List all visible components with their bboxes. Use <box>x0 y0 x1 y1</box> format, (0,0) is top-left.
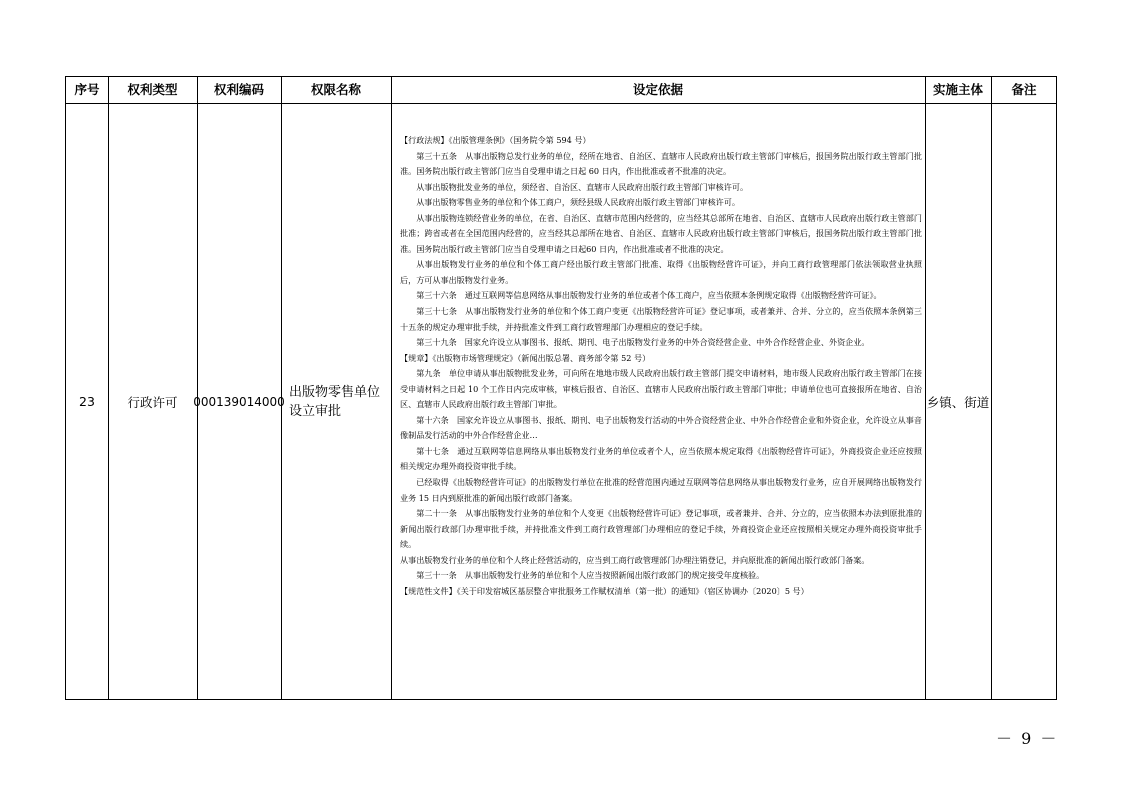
header-subject: 实施主体 <box>932 82 983 97</box>
basis-paragraph: 第三十六条 通过互联网等信息网络从事出版物发行业务的单位或者个体工商户，应当依照本条例规定取得《出版物经营许可证》。 <box>416 290 882 301</box>
basis-paragraph: 【规章】《出版物市场管理规定》（新闻出版总署、商务部令第 52 号） <box>400 352 651 363</box>
header-right-code: 权利编码 <box>213 82 264 97</box>
header-right-name: 权限名称 <box>310 82 361 97</box>
header-basis: 设定依据 <box>632 82 683 97</box>
basis-paragraph: 【规范性文件】《关于印发宿城区基层整合审批服务工作赋权清单（第一批）的通知》（宿区协调办〔2020〕5 号） <box>400 585 809 596</box>
cell-right-name: 出版物零售单位设立审批 <box>289 384 381 419</box>
page-number: － 9 － <box>996 729 1059 748</box>
basis-paragraph: 从事出版物零售业务的单位和个体工商户，须经县级人民政府出版行政主管部门审核许可。 <box>416 197 740 208</box>
header-no: 序号 <box>74 82 100 97</box>
cell-remark <box>991 104 1057 699</box>
basis-paragraph: 从事出版物发行业务的单位和个体工商户经出版行政主管部门批准、取得《出版物经营许可证》，并向工商行政管理部门依法领取营业执照后，方可从事出版物发行业务。 <box>400 259 922 285</box>
rights-table <box>65 76 1057 700</box>
header-remark: 备注 <box>1011 82 1037 97</box>
cell-subject: 乡镇、街道 <box>926 394 990 410</box>
column-divider <box>391 77 392 699</box>
basis-paragraph: 已经取得《出版物经营许可证》的出版物发行单位在批准的经营范围内通过互联网等信息网络从事出版物发行业务，应自开展网络出版物发行业务 15 日内到原批准的新闻出版行政部门备案。 <box>400 477 922 503</box>
basis-paragraph: 第十七条 通过互联网等信息网络从事出版物发行业务的单位或者个人，应当依照本规定取得《出版物经营许可证》，外商投资企业还应按照相关规定办理外商投资审批手续。 <box>400 445 922 472</box>
basis-paragraph: 从事出版物批发业务的单位，须经省、自治区、直辖市人民政府出版行政主管部门审核许可。 <box>416 181 749 192</box>
cell-no: 23 <box>79 394 95 409</box>
cell-basis-text <box>400 133 922 599</box>
basis-paragraph: 第十六条 国家允许设立从事图书、报纸、期刊、电子出版物发行活动的中外合资经营企业、中外合作经营企业和外资企业，允许设立从事音像制品发行活动的中外合作经营企业… <box>400 414 922 441</box>
basis-paragraph: 第二十一条 从事出版物发行业务的单位和个人变更《出版物经营许可证》登记事项，或者兼并、合并、分立的，应当依照本办法到原批准的新闻出版行政部门办理审批手续，并持批准文件到工商行政管理部门办理相应的登记手续，外商投资企业还应按照相关规定办理外商投资审批手续。 <box>400 508 922 550</box>
cell-right-code: 000139014000 <box>193 394 285 409</box>
basis-paragraph: 第三十九条 国家允许设立从事图书、报纸、期刊、电子出版物发行业务的中外合资经营企业、中外合作经营企业、外资企业。 <box>416 337 870 348</box>
cell-right-type: 行政许可 <box>127 394 178 410</box>
basis-paragraph: 第九条 单位申请从事出版物批发业务，可向所在地地市级人民政府出版行政主管部门提交申请材料，地市级人民政府出版行政主管部门在接受申请材料之日起 10 个工作日内完成审核，审核后报省、自治区、直辖市人民政府出版行政主管部门审批；申请单位也可直接报所在地省、自治区、直辖市人民政府出版行政主管部门审批。 <box>400 368 922 410</box>
basis-paragraph: 【行政法规】《出版管理条例》（国务院令第 594 号） <box>400 135 591 145</box>
basis-paragraph: 第三十七条 从事出版物发行业务的单位和个体工商户变更《出版物经营许可证》登记事项，或者兼并、合并、分立的，应当依照本条例第三十五条的规定办理审批手续，并持批准文件到工商行政管理部门办理相应的登记手续。 <box>400 306 922 332</box>
basis-paragraph: 从事出版物发行业务的单位和个人终止经营活动的，应当到工商行政管理部门办理注销登记，并向原批准的新闻出版行政部门备案。 <box>400 554 870 565</box>
basis-paragraph: 第三十五条 从事出版物总发行业务的单位，经所在地省、自治区、直辖市人民政府出版行政主管部门审核后，报国务院出版行政主管部门批准。国务院出版行政主管部门应当自受理申请之日起 60 日内，作出批准或者不批准的决定。 <box>400 150 922 177</box>
header-right-type: 权利类型 <box>127 82 178 97</box>
basis-paragraph: 从事出版物连锁经营业务的单位，在省、自治区、直辖市范围内经营的，应当经其总部所在地省、自治区、直辖市人民政府出版行政主管部门批准；跨省或者在全国范围内经营的，应当经其总部所在地省、自治区、直辖市人民政府出版行政主管部门审核后，报国务院出版行政主管部门批准。国务院出版行政主管部门应当自受理申请之日起60 日内，作出批准或者不批准的决定。 <box>400 212 922 254</box>
basis-paragraph: 第三十一条 从事出版物发行业务的单位和个人应当按照新闻出版行政部门的规定接受年度核验。 <box>416 570 765 581</box>
